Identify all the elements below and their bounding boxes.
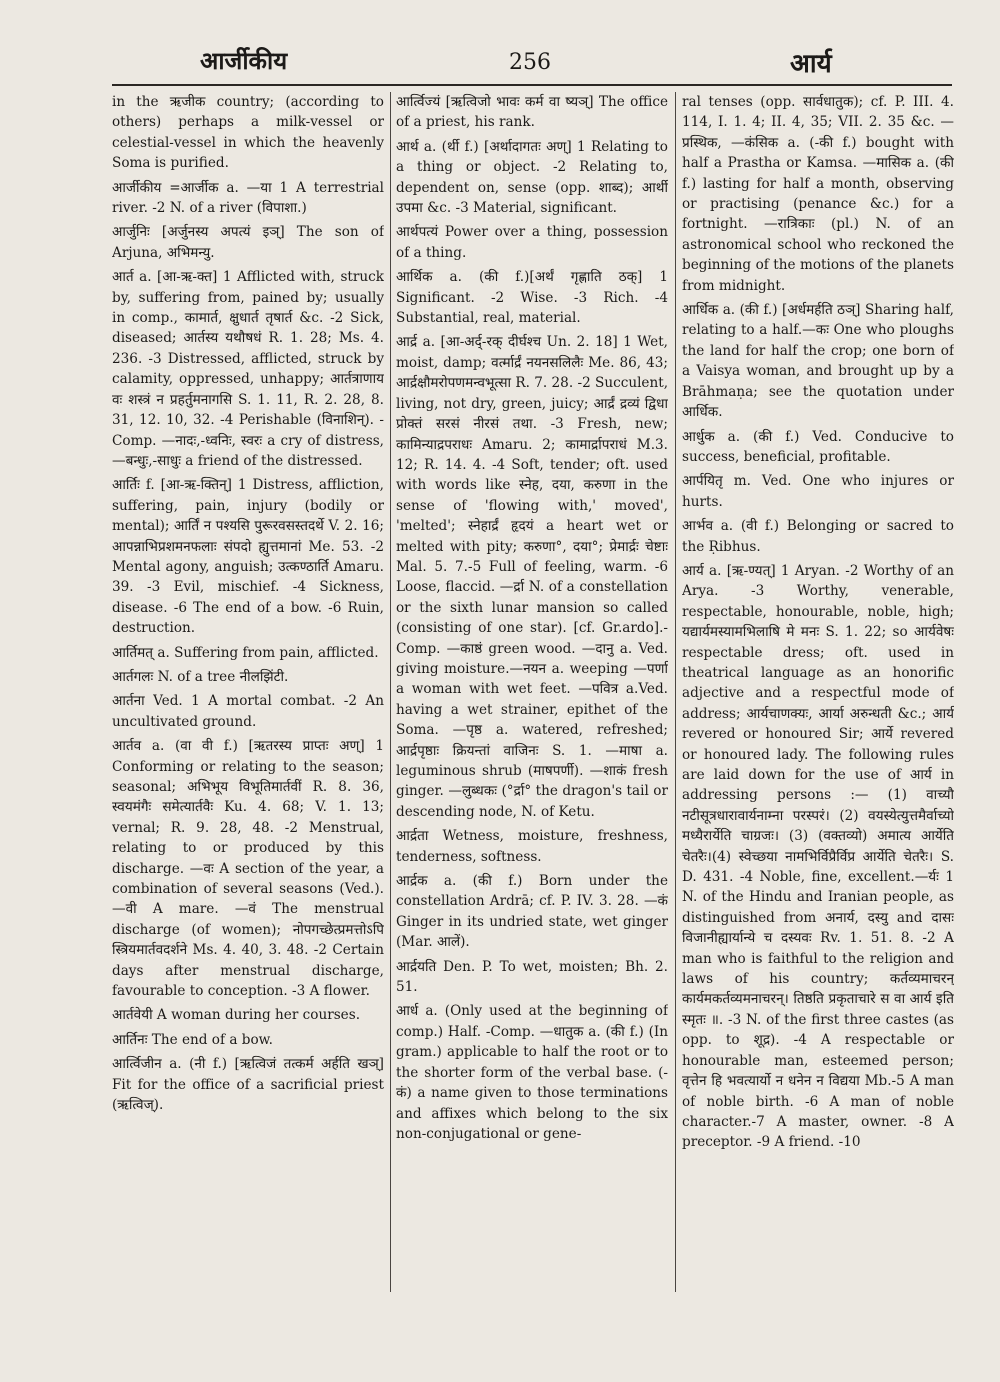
entry: ral tenses (opp. सार्वधातुक); cf. P. III. 4. 114, I. 1. 4; II. 4, 35; VII. 2. 35 &c. —प्रस्थिक, —कंसिक a. (-की f.) bought with half a Prastha or Kamsa. —मासिक a. (की f.) lasting for half a month, observing or practising (penance &c.) for a fortnight. —रात्रिकाः (pl.) N. of an astronomical school who reckoned the beginning of the motions of the planets from midnight.	[682, 94, 954, 294]
entry: आर्द्रता Wetness, moisture, freshness, tenderness, softness.	[396, 828, 668, 865]
left-guide-word: आर्जीकीय	[200, 46, 288, 75]
entry: आर्द्रयति Den. P. To wet, moisten; Bh. 2. 51.	[396, 958, 668, 996]
running-header	[0, 40, 1000, 80]
right-guide-word: आर्य	[790, 49, 832, 79]
entry: आर्पयितृ m. Ved. One who injures or hurts.	[682, 473, 954, 510]
column-divider	[675, 92, 676, 1292]
entry: आर्त्विजीन a. (नी f.) [ऋत्विजं तत्कर्म अर्हति खञ्] Fit for the office of a sacrificial priest (ऋत्विज्).	[112, 1056, 384, 1114]
entry: आर्तव a. (वा वी f.) [ऋतरस्य प्राप्तः अण्] 1 Conforming or relating to the season; seasonal; अभिभूय विभूतिमार्तवीं R. 8. 36, स्वयमंगैः समेत्यार्तवैः Ku. 4. 68; V. 1. 13; vernal; R. 9. 28, 48. -2 Menstrual, relating to or produced by this discharge. —वः A section of the year, a combination of several seasons (Ved.). —वी A mare. —वं The menstrual discharge (of women); नोपगच्छेत्प्रमत्तोऽपि स्त्रियमार्तवदर्शने Ms. 4. 40, 3. 48. -2 Certain days after menstrual discharge, favourable to conception. -3 A flower.	[112, 738, 384, 1000]
column-2	[396, 92, 668, 1302]
entry: आर्थ a. (र्थी f.) [अर्थादागतः अण्] 1 Relating to a thing or object. -2 Relating to, dependent on, sense (opp. शाब्द); आर्थी उपमा &c. -3 Material, significant.	[396, 138, 668, 217]
header-rule	[112, 84, 952, 86]
entry: आर्तवेयी A woman during her courses.	[112, 1007, 361, 1024]
entry: आर्धिक a. (की f.) [अर्धमर्हति ठञ्] Sharing half, relating to a half.—कः One who ploughs the land for half the crop; one born of a Vaisya woman, and brought up by a Brāhmaṇa; see the quotation under आर्धिक.	[682, 302, 954, 421]
entry: आर्त a. [आ-ऋ-क्त] 1 Afflicted with, struck by, suffering from, pained by; usually in comp., कामार्त, क्षुधार्त तृषार्त &c. -2 Sick, diseased; आर्तस्य यथौषधं R. 1. 28; Ms. 4. 236. -3 Distressed, afflicted, struck by calamity, oppressed, unhappy; आर्तत्राणाय वः शस्त्रं न प्रहर्तुमनागसि S. 1. 11, R. 2. 28, 8. 31, 12. 10, 32. -4 Perishable (विनाशिन्). -Comp. —नादः,-ध्वनिः, स्वरः a cry of distress, —बन्धुः,-साधुः a friend of the distressed.	[112, 269, 384, 469]
entry: आर्तगलः N. of a tree नीलझिंटी.	[112, 668, 289, 685]
entry: आर्त्विज्यं [ऋत्विजो भावः कर्म वा ष्यञ्] The office of a priest, his rank.	[396, 94, 668, 131]
entry: आर्थपत्यं Power over a thing, possession of a thing.	[396, 224, 668, 261]
entry: आर्तिनः The end of a bow.	[112, 1031, 273, 1048]
entry: आर्जुनिः [अर्जुनस्य अपत्यं इञ्] The son of Arjuna, अभिमन्यु.	[112, 224, 384, 261]
entry: आर्जीकीय =आर्जीक a. —या 1 A terrestrial river. -2 N. of a river (विपाशा.)	[112, 179, 384, 217]
column-divider	[390, 92, 391, 1292]
entry: आर्भव a. (वी f.) Belonging or sacred to the Ṛibhus.	[682, 518, 954, 555]
entry: आर्तिः f. [आ-ऋ-क्तिन्] 1 Distress, affliction, suffering, pain, injury (bodily or mental); आर्तिं न पश्यसि पुरूरवसस्तदर्थे V. 2. 16; आपन्नाभिप्रशमनफलाः संपदो ह्युत्तमानां Me. 53. -2 Mental agony, anguish; उत्कण्ठार्ति Amaru. 39. -3 Evil, mischief. -4 Sickness, disease. -6 The end of a bow. -6 Ruin, destruction.	[112, 477, 384, 637]
entry: आर्य a. [ऋ-ण्यत्] 1 Aryan. -2 Worthy of an Arya. -3 Worthy, venerable, respectable, honourable, noble, high; यद्यार्यमस्यामभिलाषि मे मनः S. 1. 22; so आर्यवेषः respectable dress; oft. used in theatrical language as an honorific adjective and a respectful mode of address; आर्यचाणक्यः, आर्या अरुन्धती &c.; आर्य revered or honoured Sir; आर्ये revered or honoured lady. The following rules are laid down for the use of आर्य in addressing persons :— (1) वाच्यौ नटीसूत्रधारावार्यनाम्ना परस्परं। (2) वयस्येत्युत्तमैर्वाच्यो मध्यैरार्येति चाग्रजः। (3) (वक्तव्यो) अमात्य आर्येति चेतरैः।(4) स्वेच्छया नामभिर्विप्रैर्विप्र आर्येति चेतरैः। S. D. 431. -4 Noble, fine, excellent.—र्यः 1 N. of the Hindu and Iranian people, as distinguished from अनार्य, दस्यु and दासः विजानीह्यार्यान्ये च दस्यवः Rv. 1. 51. 8. -2 A man who is faithful to the religion and laws of his country; कर्तव्यमाचरन् कार्यमकर्तव्यमनाचरन्। तिष्ठति प्रकृताचारे स वा आर्य इति स्मृतः ॥. -3 N. of the first three castes (as opp. to शूद्र). -4 A respectable or honourable man, esteemed person; वृत्तेन हि भवत्यार्यो न धनेन न विद्यया Mb.-5 A man of noble birth. -6 A man of noble character.-7 A master, owner. -8 A preceptor. -9 A friend. -10	[682, 562, 954, 1151]
entry: आर्ध a. (Only used at the beginning of comp.) Half. -Comp. —धातुक a. (की f.) (In gram.) applicable to half the root or to the shorter form of the verbal base. (-कं) a name given to those terminations and affixes which belong to the six non-conjugational or gene-	[396, 1003, 668, 1142]
entry: आर्द्र a. [आ-अर्द्-रक् दीर्घश्च Un. 2. 18] 1 Wet, moist, damp; वर्त्मार्द्रं नयनसलिलैः Me. 86, 43; आर्द्रक्षौमरोपणमन्वभूत्सा R. 7. 28. -2 Succulent, living, not dry, green, juicy; आर्द्रं द्रव्यं द्विधा प्रोक्तं सरसं नीरसं तथा. -3 Fresh, new; कामिन्याद्रपराधः Amaru. 2; कामार्द्रापराधं M.3. 12; R. 14. 4. -4 Soft, tender; oft. used with words like स्नेह, दया, करुणा in the sense of 'flowing with,' moved', 'melted'; स्नेहार्द्रं हृदयं a heart wet or melted with pity; करुणा°, दया°; प्रेमार्द्रः चेष्टाः Mal. 5. 7.-5 Full of feeling, warm. -6 Loose, flaccid. —र्द्रा N. of a constellation or the sixth lunar mansion so called (consisting of one star). [cf. Gr.ardo].-Comp. —काष्ठं green wood. —दानु a. Ved. giving moisture.—नयन a. weeping —पर्णा a woman with wet feet. —पवित्र a.Ved. having a wet strainer, epithet of the Soma. —पृष्ठ a. watered, refreshed; आर्द्रपृष्ठाः क्रियन्तां वाजिनः S. 1. —माषा a. leguminous shrub (माषपर्णी). —शाकं fresh ginger. —लुब्धकः (°र्द्रा° the dragon's tail or descending node, N. of Ketu.	[396, 334, 668, 820]
entry: आर्धुक a. (की f.) Ved. Conducive to success, beneficial, profitable.	[682, 428, 954, 465]
column-1	[112, 92, 384, 1302]
entry: आर्द्रक a. (की f.) Born under the constellation Ardrā; cf. P. IV. 3. 28. —कं Ginger in its undried state, wet ginger (Mar. आलें).	[396, 873, 668, 951]
entry: आर्थिक a. (की f.)[अर्थं गृह्णाति ठक्] 1 Significant. -2 Wise. -3 Rich. -4 Substantial, real, material.	[396, 269, 668, 327]
entry: आर्तना Ved. 1 A mortal combat. -2 An uncultivated ground.	[112, 693, 384, 730]
column-3	[682, 92, 954, 1302]
entry: in the ऋजीक country; (according to others) perhaps a milk-vessel or celestial-vessel in which the heavenly Soma is purified.	[112, 94, 384, 172]
page-number: 256	[509, 50, 551, 75]
entry: आर्तिमत् a. Suffering from pain, afflicted.	[112, 644, 379, 661]
